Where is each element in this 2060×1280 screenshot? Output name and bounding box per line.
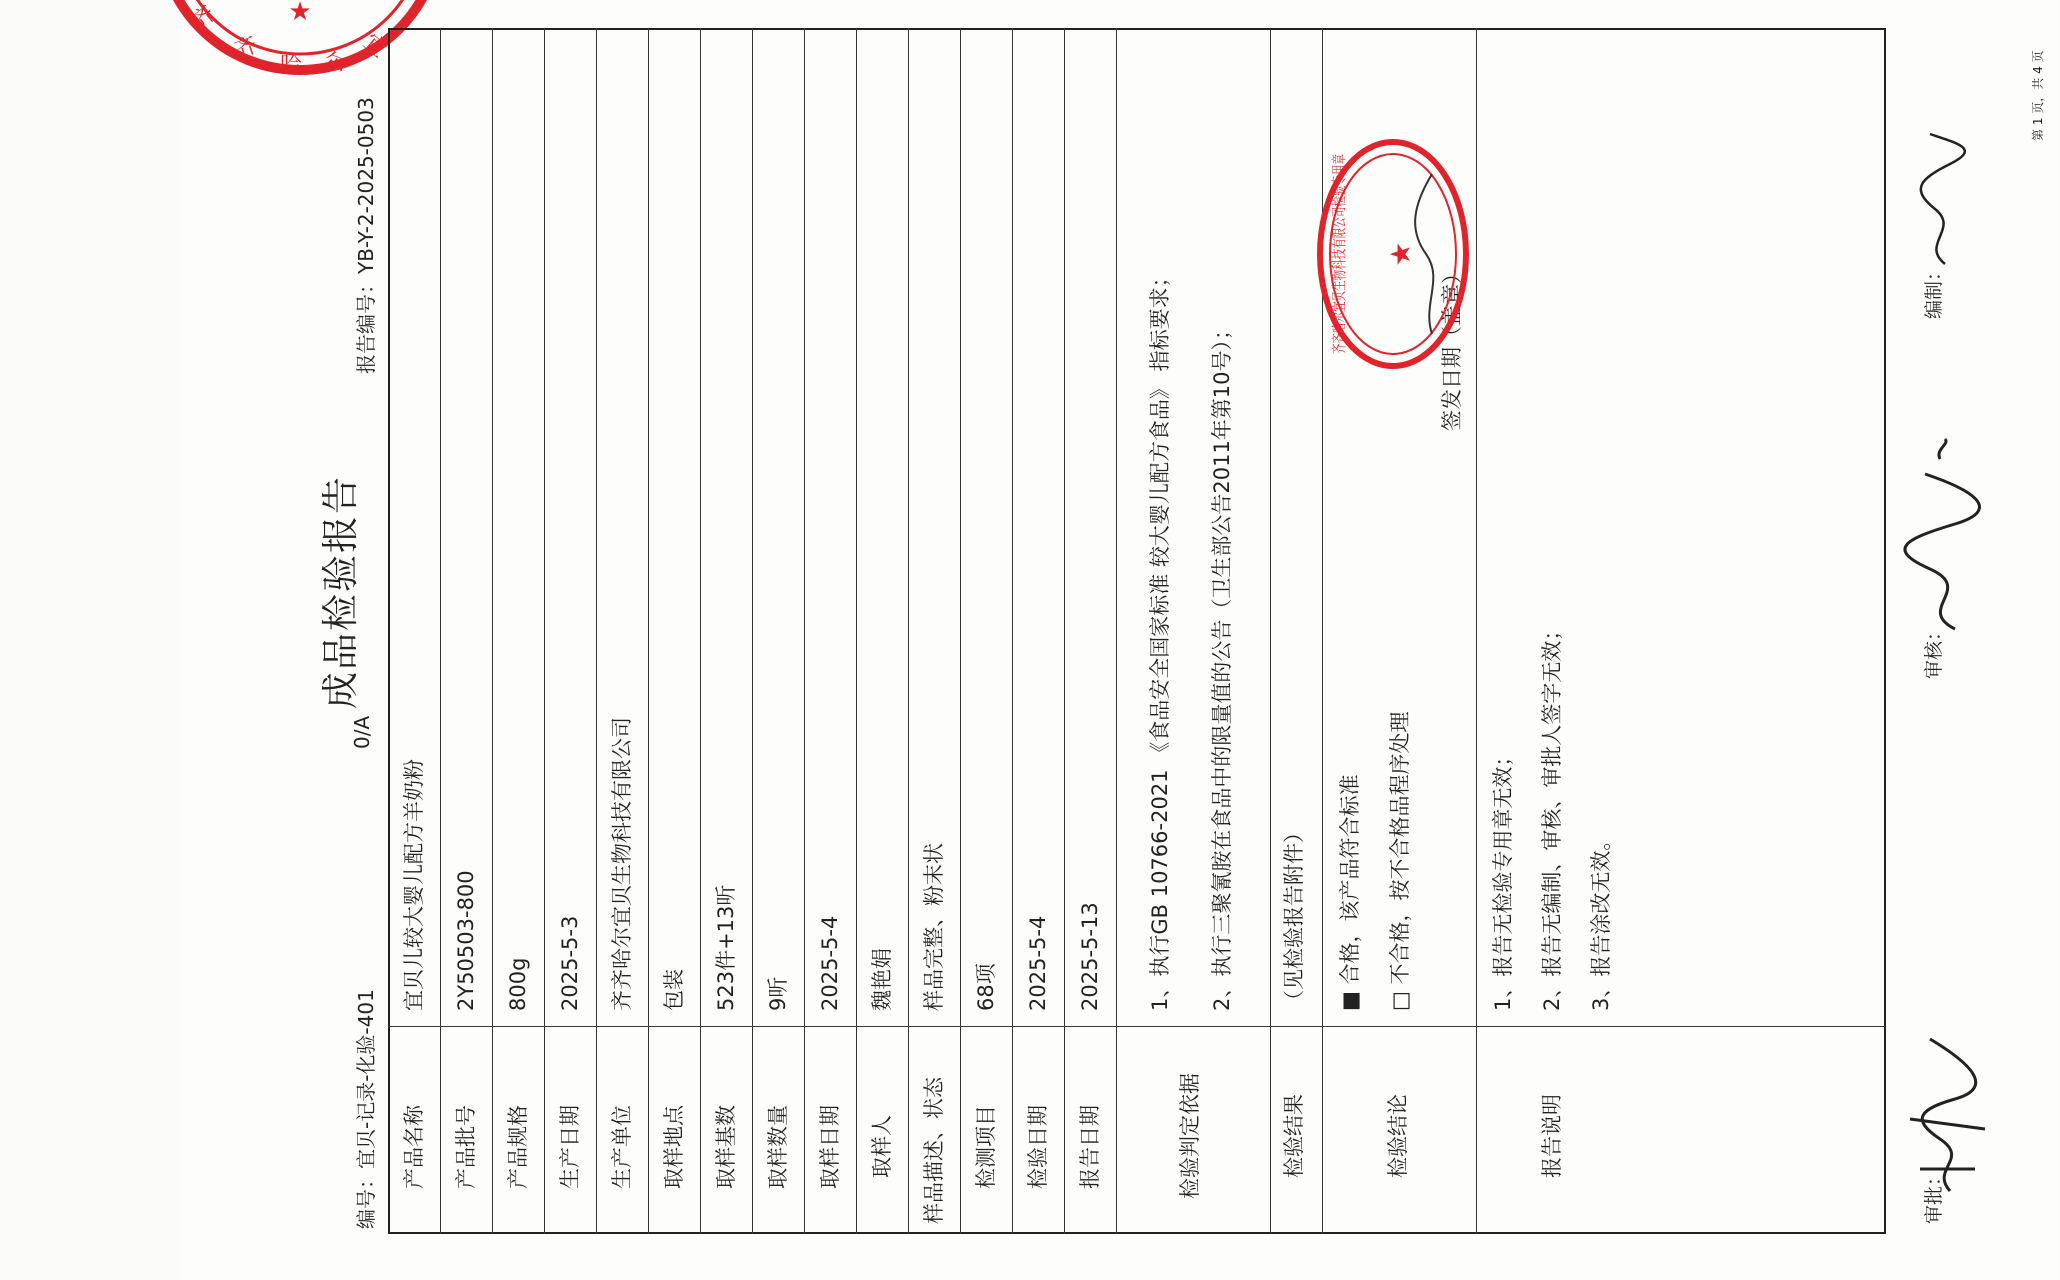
conclusion-fail-text: 不合格，按不合格品程序处理 — [1388, 711, 1412, 985]
note-3: 3、报告涂改无效。 — [1589, 829, 1613, 1011]
row-label-test-items: 检测项目 — [974, 1105, 998, 1189]
svg-text:齐: 齐 — [187, 1, 221, 35]
row-label-batch: 产品批号 — [454, 1105, 478, 1189]
row-label-manufacturer: 生产单位 — [610, 1105, 634, 1189]
compile-label: 编制： — [1923, 261, 1945, 319]
row-value-test-items: 68项 — [974, 963, 998, 1011]
row-label-sampling-site: 取样地点 — [662, 1105, 686, 1189]
seal-text: 齐齐哈尔宜贝生物科技有限公司检验专用章 — [1330, 68, 1348, 354]
page-number: 第 1 页，共 4 页 — [2031, 50, 2045, 141]
svg-text:★: ★ — [1384, 241, 1417, 267]
row-value-sampler: 魏艳娟 — [870, 948, 894, 1011]
row-label-sampling-date: 取样日期 — [818, 1105, 842, 1189]
svg-text:哈: 哈 — [280, 53, 303, 78]
row-value-spec: 800g — [506, 957, 530, 1011]
row-value-sampling-base: 523件+13听 — [714, 884, 738, 1011]
row-value-test-date: 2025-5-4 — [1026, 915, 1050, 1011]
row-label-sampling-qty: 取样数量 — [766, 1105, 790, 1189]
svg-text:齐: 齐 — [231, 32, 261, 64]
version: 0/A — [350, 715, 374, 749]
conclusion-pass-text: 合格，该产品符合标准 — [1338, 774, 1362, 985]
rotated-page — [180, 0, 2060, 1279]
row-label-sample-desc: 样品描述、状态 — [922, 1077, 946, 1224]
report-title: 成品检验报告 — [319, 475, 362, 709]
issue-date-label: 签发日期（盖章） — [1440, 263, 1464, 431]
row-value-production-date: 2025-5-3 — [558, 915, 582, 1011]
approve-label: 审批： — [1923, 1166, 1945, 1224]
row-value-sample-desc: 样品完整、粉末状 — [922, 843, 946, 1011]
row-value-batch: 2Y50503-800 — [454, 870, 478, 1011]
report-table — [388, 28, 1886, 1234]
notes-label: 报告说明 — [1540, 1094, 1564, 1178]
result-label: 检验结果 — [1282, 1094, 1306, 1178]
row-value-report-date: 2025-5-13 — [1078, 902, 1102, 1011]
checkbox-empty-icon: □ — [1388, 991, 1412, 1011]
checkbox-checked-icon: ■ — [1338, 991, 1362, 1011]
row-label-spec: 产品规格 — [506, 1105, 530, 1189]
report-number-value: YB-Y-2-2025-0503 — [354, 97, 378, 274]
note-2: 2、报告无编制、审核、审批人签字无效； — [1540, 619, 1564, 1011]
row-label-sampling-base: 取样基数 — [714, 1105, 738, 1189]
conclusion-fail — [1390, 711, 1411, 1011]
row-label-test-date: 检验日期 — [1026, 1105, 1050, 1189]
basis-line-2: 2、执行三聚氰胺在食品中的限量值的公告（卫生部公告2011年第10号）； — [1210, 318, 1234, 1011]
conclusion-pass — [1340, 774, 1361, 1011]
report-number — [350, 97, 379, 374]
row-value-product-name: 宜贝儿较大婴儿配方羊奶粉 — [402, 759, 426, 1011]
row-value-sampling-qty: 9听 — [766, 976, 790, 1011]
svg-text:宜: 宜 — [358, 29, 392, 63]
approver-signature — [1900, 1029, 1990, 1199]
row-label-production-date: 生产日期 — [558, 1105, 582, 1189]
conclusion-label: 检验结论 — [1386, 1094, 1410, 1178]
report-number-label: 报告编号： — [354, 274, 378, 374]
row-label-report-date: 报告日期 — [1078, 1105, 1102, 1189]
row-value-sampling-date: 2025-5-4 — [818, 915, 842, 1011]
basis-label: 检验判定依据 — [1178, 1073, 1202, 1199]
svg-text:★: ★ — [288, 0, 312, 27]
result-value: （见检验报告附件） — [1282, 822, 1306, 1011]
review-label: 审核： — [1923, 621, 1945, 679]
row-label-sampler: 取样人 — [870, 1115, 894, 1178]
basis-line-1: 1、执行GB 10766-2021 《食品安全国家标准 较大婴儿配方食品》 指标要求； — [1148, 266, 1172, 1011]
doc-code-label: 编号： — [354, 1169, 378, 1229]
row-label-product-name: 产品名称 — [402, 1105, 426, 1189]
report-sheet — [180, 0, 2059, 1280]
row-value-manufacturer: 齐齐哈尔宜贝生物科技有限公司 — [610, 717, 634, 1011]
svg-text:尔: 尔 — [319, 48, 350, 80]
doc-code-value: 宜贝-记录-化验-401 — [354, 989, 378, 1169]
doc-code — [350, 989, 379, 1229]
row-value-sampling-site: 包装 — [662, 969, 686, 1011]
compiler-signature — [1905, 124, 1975, 274]
note-1: 1、报告无检验专用章无效； — [1491, 745, 1515, 1011]
reviewer-signature — [1895, 429, 1985, 639]
inspection-seal — [1314, 68, 1472, 374]
